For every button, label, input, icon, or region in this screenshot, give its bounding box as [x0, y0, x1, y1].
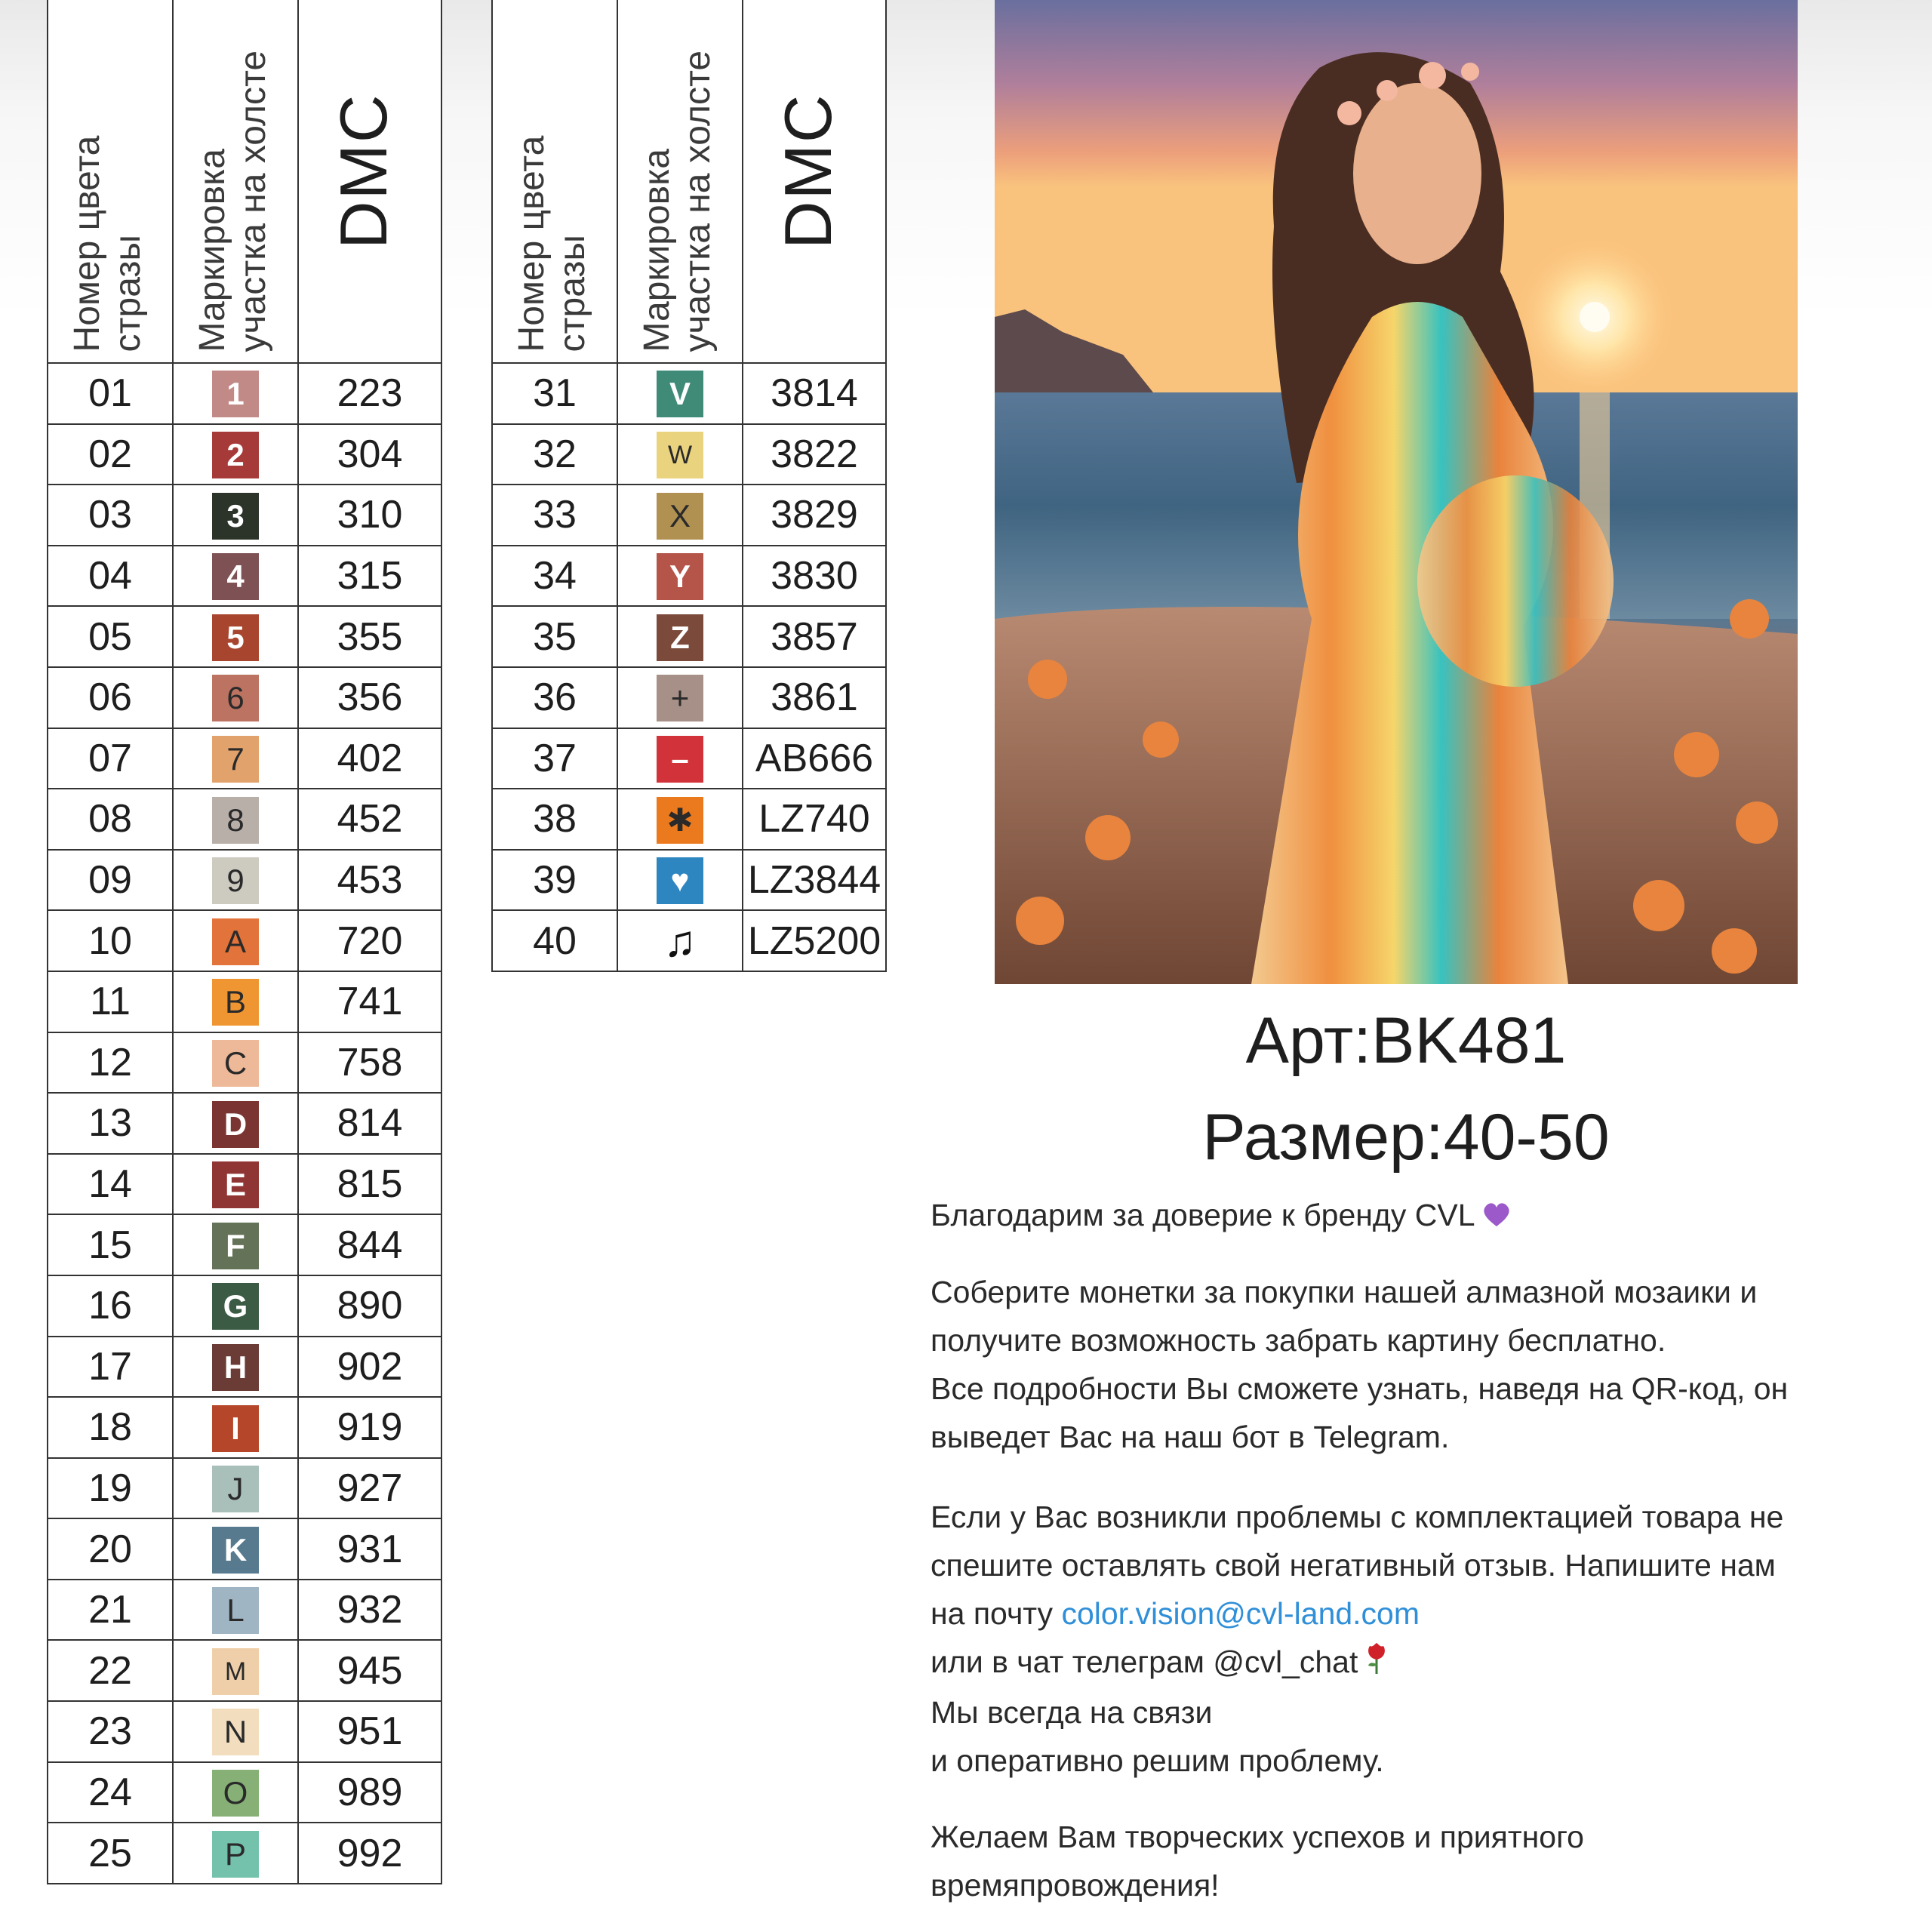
dmc-code-cell: 945	[298, 1640, 441, 1701]
marking-cell	[173, 728, 298, 789]
legend-row	[48, 485, 441, 546]
color-number-cell: 09	[48, 850, 173, 911]
color-swatch: V	[657, 371, 703, 417]
color-swatch: Y	[657, 553, 703, 600]
legend-row	[48, 1518, 441, 1580]
coins-line-4: выведет Вас на наш бот в Telegram.	[931, 1420, 1450, 1454]
legend-row	[48, 1032, 441, 1094]
header-marking	[173, 0, 298, 363]
color-number-cell: 23	[48, 1701, 173, 1762]
color-number-cell: 22	[48, 1640, 173, 1701]
marking-cell	[617, 424, 743, 485]
header-dmc	[298, 0, 441, 363]
problem-line-4: или в чат телеграм @cvl_chat	[931, 1644, 1358, 1679]
marking-cell	[617, 363, 743, 424]
legend-row	[492, 850, 886, 911]
color-swatch: A	[212, 918, 259, 965]
legend-row	[48, 546, 441, 607]
wish-line-2: времяпровождения!	[931, 1868, 1220, 1903]
color-number-cell: 01	[48, 363, 173, 424]
marking-cell	[617, 850, 743, 911]
dmc-code-cell: 402	[298, 728, 441, 789]
color-swatch: 5	[212, 614, 259, 661]
legend-row	[492, 728, 886, 789]
dmc-code-cell: LZ5200	[743, 910, 886, 971]
marking-cell	[173, 910, 298, 971]
color-swatch: H	[212, 1344, 259, 1391]
product-size: Размер:40-50	[1202, 1101, 1610, 1174]
color-swatch: 6	[212, 675, 259, 721]
dmc-code-cell: LZ3844	[743, 850, 886, 911]
header-dmc-text: DMC	[326, 93, 401, 249]
marking-cell	[173, 1032, 298, 1094]
color-number-cell: 12	[48, 1032, 173, 1094]
marking-cell	[173, 1458, 298, 1519]
color-number-cell: 07	[48, 728, 173, 789]
color-swatch: 3	[212, 493, 259, 540]
dmc-code-cell: 720	[298, 910, 441, 971]
wish-paragraph	[931, 1813, 1912, 1909]
color-number-cell: 18	[48, 1397, 173, 1458]
marking-cell	[617, 606, 743, 667]
marking-cell	[173, 1154, 298, 1215]
marking-cell	[617, 789, 743, 850]
header-dmc	[743, 0, 886, 363]
color-number-cell: 21	[48, 1580, 173, 1641]
marking-cell	[617, 728, 743, 789]
legend-row	[48, 1823, 441, 1884]
color-swatch: K	[212, 1527, 259, 1574]
color-number-cell: 35	[492, 606, 617, 667]
legend-row	[48, 1214, 441, 1275]
legend-row	[48, 606, 441, 667]
problem-line-6: и оперативно решим проблему.	[931, 1743, 1384, 1779]
color-number-cell: 19	[48, 1458, 173, 1519]
color-number-cell: 34	[492, 546, 617, 607]
marking-cell	[173, 1093, 298, 1154]
header-color-number-text: Номер цвета стразы	[512, 135, 593, 352]
dmc-code-cell: 902	[298, 1337, 441, 1398]
color-swatch: I	[212, 1405, 259, 1452]
marking-cell	[173, 606, 298, 667]
color-swatch: X	[657, 493, 703, 540]
legend-row	[48, 1337, 441, 1398]
dmc-code-cell: 741	[298, 971, 441, 1032]
email-link[interactable]: color.vision@cvl-land.com	[1061, 1596, 1420, 1631]
dmc-code-cell: 452	[298, 789, 441, 850]
dmc-code-cell: LZ740	[743, 789, 886, 850]
color-number-cell: 11	[48, 971, 173, 1032]
thanks-text: Благодарим за доверие к бренду CVL	[931, 1198, 1475, 1232]
coins-line-2: получите возможность забрать картину бесплатно.	[931, 1323, 1666, 1358]
color-swatch: E	[212, 1161, 259, 1208]
marking-cell	[173, 1580, 298, 1641]
coins-line-3: Все подробности Вы сможете узнать, наведя на QR-код, он	[931, 1371, 1789, 1406]
color-swatch: W	[657, 432, 703, 478]
marking-cell	[173, 1640, 298, 1701]
marking-cell	[173, 1275, 298, 1337]
header-dmc-text: DMC	[771, 93, 845, 249]
dmc-code-cell: 758	[298, 1032, 441, 1094]
coins-line-1: Соберите монетки за покупки нашей алмазной мозаики и	[931, 1275, 1758, 1309]
color-number-cell: 31	[492, 363, 617, 424]
painting-image	[995, 0, 1798, 984]
color-number-cell: 36	[492, 667, 617, 728]
problem-line-2: спешите оставлять свой негативный отзыв. Напишите нам	[931, 1548, 1776, 1583]
color-swatch: ♥	[657, 857, 703, 904]
color-number-cell: 37	[492, 728, 617, 789]
color-number-cell: 40	[492, 910, 617, 971]
header-color-number-text: Номер цвета стразы	[67, 135, 149, 352]
color-number-cell: 24	[48, 1762, 173, 1823]
color-swatch: G	[212, 1283, 259, 1330]
problem-line-1: Если у Вас возникли проблемы с комплектацией товара не	[931, 1500, 1784, 1534]
legend-row	[492, 424, 886, 485]
color-legend-table-2	[491, 0, 887, 972]
marking-cell	[617, 546, 743, 607]
dmc-code-cell: 3822	[743, 424, 886, 485]
color-number-cell: 10	[48, 910, 173, 971]
marking-cell	[173, 789, 298, 850]
marking-cell	[617, 667, 743, 728]
dmc-code-cell: 355	[298, 606, 441, 667]
legend-row	[492, 546, 886, 607]
color-number-cell: 13	[48, 1093, 173, 1154]
dmc-code-cell: 304	[298, 424, 441, 485]
dmc-code-cell: 951	[298, 1701, 441, 1762]
color-legend-table-1	[47, 0, 442, 1884]
legend-row	[48, 1701, 441, 1762]
legend-row	[48, 1640, 441, 1701]
dmc-code-cell: 3814	[743, 363, 886, 424]
legend-row	[48, 971, 441, 1032]
dmc-code-cell: 3830	[743, 546, 886, 607]
color-swatch: D	[212, 1101, 259, 1148]
dmc-code-cell: 927	[298, 1458, 441, 1519]
dmc-code-cell: 890	[298, 1275, 441, 1337]
color-number-cell: 15	[48, 1214, 173, 1275]
color-number-cell: 02	[48, 424, 173, 485]
dmc-code-cell: 844	[298, 1214, 441, 1275]
color-number-cell: 39	[492, 850, 617, 911]
dmc-code-cell: AB666	[743, 728, 886, 789]
dmc-code-cell: 3829	[743, 485, 886, 546]
dmc-code-cell: 815	[298, 1154, 441, 1215]
marking-cell	[617, 485, 743, 546]
color-swatch: C	[212, 1040, 259, 1087]
marking-cell	[173, 546, 298, 607]
color-number-cell: 14	[48, 1154, 173, 1215]
dmc-code-cell: 931	[298, 1518, 441, 1580]
color-swatch: 2	[212, 432, 259, 478]
marking-cell	[173, 1518, 298, 1580]
color-swatch: ♫	[663, 916, 697, 966]
marking-cell	[173, 971, 298, 1032]
legend-row	[492, 485, 886, 546]
marking-cell	[173, 1762, 298, 1823]
purple-heart-icon	[1481, 1193, 1512, 1241]
color-swatch: J	[212, 1466, 259, 1512]
marking-cell	[173, 363, 298, 424]
marking-cell	[173, 1823, 298, 1884]
legend-row	[48, 910, 441, 971]
legend-row	[48, 1397, 441, 1458]
color-number-cell: 16	[48, 1275, 173, 1337]
color-swatch: +	[657, 675, 703, 721]
color-swatch: 8	[212, 797, 259, 844]
color-number-cell: 05	[48, 606, 173, 667]
marking-cell	[173, 850, 298, 911]
color-number-cell: 20	[48, 1518, 173, 1580]
color-swatch: 1	[212, 371, 259, 417]
legend-row	[492, 363, 886, 424]
color-swatch: ✱	[657, 797, 703, 844]
legend-row	[48, 1154, 441, 1215]
header-marking-text: Маркировка участка на холсте	[192, 50, 274, 352]
marking-cell	[173, 667, 298, 728]
legend-row	[492, 606, 886, 667]
marking-cell	[173, 1337, 298, 1398]
color-swatch: O	[212, 1770, 259, 1817]
legend-row	[48, 1580, 441, 1641]
legend-row	[492, 910, 886, 971]
legend-row	[48, 728, 441, 789]
color-number-cell: 08	[48, 789, 173, 850]
color-number-cell: 25	[48, 1823, 173, 1884]
color-swatch: P	[212, 1831, 259, 1878]
painting-illustration	[995, 0, 1798, 984]
problem-paragraph	[931, 1493, 1912, 1785]
dmc-code-cell: 310	[298, 485, 441, 546]
header-color-number	[48, 0, 173, 363]
color-swatch: 7	[212, 736, 259, 783]
marking-cell	[173, 1397, 298, 1458]
color-swatch: 9	[212, 857, 259, 904]
color-swatch: 4	[212, 553, 259, 600]
header-color-number	[492, 0, 617, 363]
color-number-cell: 33	[492, 485, 617, 546]
color-swatch: F	[212, 1223, 259, 1269]
dmc-code-cell: 3861	[743, 667, 886, 728]
legend-row	[48, 1275, 441, 1337]
legend-row	[48, 850, 441, 911]
legend-row	[48, 1458, 441, 1519]
color-swatch: L	[212, 1587, 259, 1634]
color-number-cell: 04	[48, 546, 173, 607]
dmc-code-cell: 223	[298, 363, 441, 424]
legend-row	[48, 1093, 441, 1154]
marking-cell	[173, 485, 298, 546]
wish-line-1: Желаем Вам творческих успехов и приятного	[931, 1820, 1584, 1854]
marking-cell	[617, 910, 743, 971]
marking-cell	[173, 1214, 298, 1275]
coins-paragraph	[931, 1268, 1912, 1461]
dmc-code-cell: 814	[298, 1093, 441, 1154]
legend-row	[48, 667, 441, 728]
marking-cell	[173, 1701, 298, 1762]
legend-row	[48, 424, 441, 485]
dmc-code-cell: 932	[298, 1580, 441, 1641]
marking-cell	[173, 424, 298, 485]
color-swatch: N	[212, 1709, 259, 1755]
dmc-code-cell: 3857	[743, 606, 886, 667]
legend-row	[492, 789, 886, 850]
color-swatch: –	[657, 736, 703, 783]
problem-line-5: Мы всегда на связи	[931, 1695, 1213, 1730]
dmc-code-cell: 356	[298, 667, 441, 728]
color-swatch: Z	[657, 614, 703, 661]
rose-icon	[1364, 1640, 1389, 1688]
thanks-paragraph	[931, 1191, 1912, 1241]
product-code: Арт:BK481	[1245, 1004, 1567, 1077]
legend-row	[48, 1762, 441, 1823]
dmc-code-cell: 919	[298, 1397, 441, 1458]
header-marking-text: Маркировка участка на холсте	[637, 50, 718, 352]
dmc-code-cell: 989	[298, 1762, 441, 1823]
color-number-cell: 03	[48, 485, 173, 546]
dmc-code-cell: 992	[298, 1823, 441, 1884]
legend-row	[492, 667, 886, 728]
color-number-cell: 17	[48, 1337, 173, 1398]
dmc-code-cell: 315	[298, 546, 441, 607]
dmc-code-cell: 453	[298, 850, 441, 911]
color-swatch: B	[212, 979, 259, 1026]
legend-row	[48, 363, 441, 424]
problem-line-3: на почту	[931, 1596, 1054, 1631]
color-swatch: M	[212, 1648, 259, 1695]
color-number-cell: 32	[492, 424, 617, 485]
header-marking	[617, 0, 743, 363]
color-number-cell: 38	[492, 789, 617, 850]
color-number-cell: 06	[48, 667, 173, 728]
legend-row	[48, 789, 441, 850]
